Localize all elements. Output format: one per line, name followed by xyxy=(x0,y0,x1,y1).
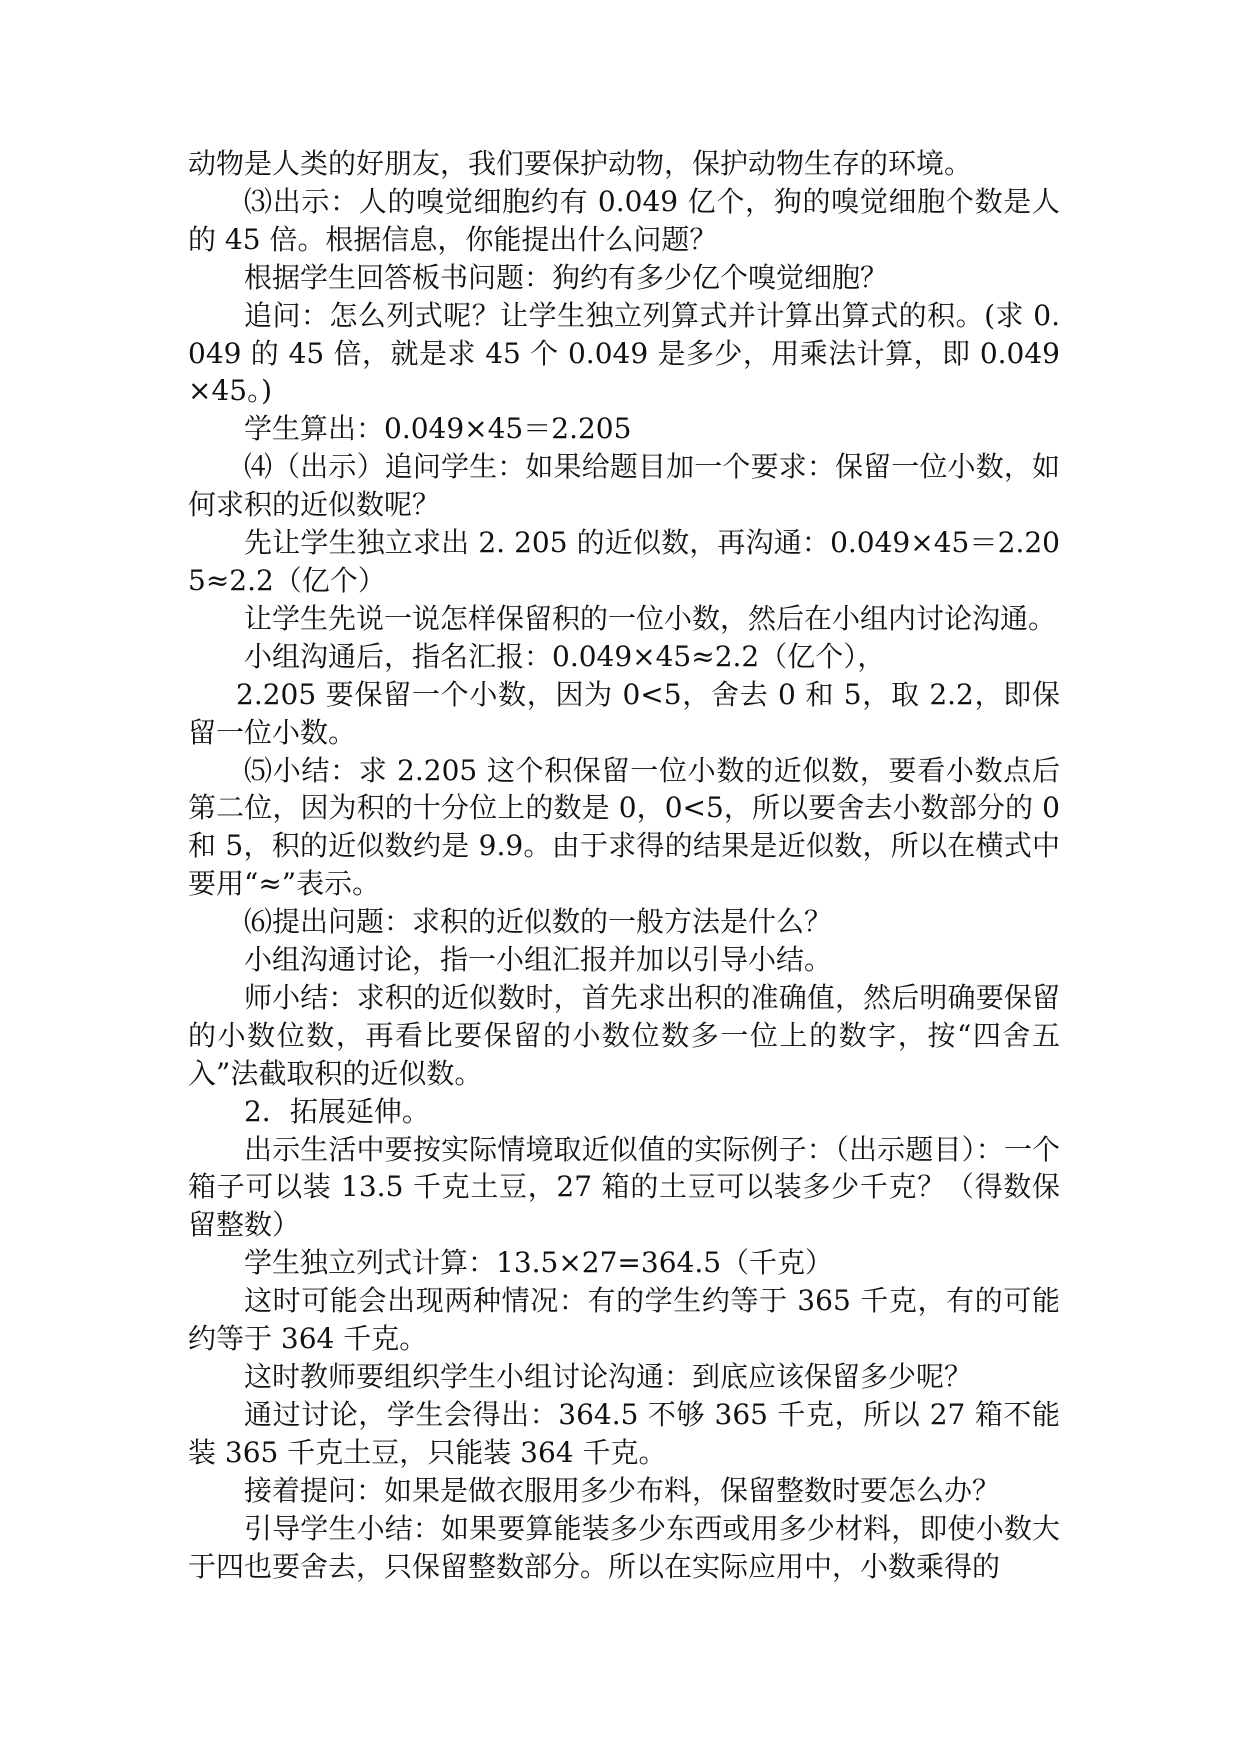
paragraph-20: 通过讨论，学生会得出：364.5 不够 365 千克，所以 27 箱不能装 365 千克土豆，只能装 364 千克。 xyxy=(188,1397,1060,1469)
paragraph-13: 小组沟通讨论，指一小组汇报并加以引导小结。 xyxy=(244,943,833,977)
paragraph-19: 这时教师要组织学生小组讨论沟通：到底应该保留多少呢？ xyxy=(244,1360,973,1393)
paragraph-14: 师小结：求积的近似数时，首先求出积的准确值，然后明确要保留的小数位数，再看比要保留的小数位数多一位上的数字，按“四舍五入”法截取积的近似数。 xyxy=(188,980,1060,1090)
paragraph-10: 2.205 要保留一个小数，因为 0<5，舍去 0 和 5，取 2.2，即保留一位小数。 xyxy=(188,677,1060,749)
paragraph-22: 引导学生小结：如果要算能装多少东西或用多少材料，即使小数大于四也要舍去，只保留整数部分。所以在实际应用中，小数乘得的 xyxy=(188,1511,1060,1583)
paragraph-12: ⑹提出问题：求积的近似数的一般方法是什么？ xyxy=(244,905,833,939)
paragraph-1: 动物是人类的好朋友，我们要保护动物，保护动物生存的环境。 xyxy=(188,147,973,180)
paragraph-21: 接着提问：如果是做衣服用多少布料，保留整数时要怎么办？ xyxy=(244,1473,1001,1507)
paragraph-7: 先让学生独立求出 2. 205 的近似数，再沟通：0.049×45＝2.205≈2.2（亿个） xyxy=(188,526,1060,597)
document-body xyxy=(188,145,1060,1585)
paragraph-2: ⑶出示：人的嗅觉细胞约有 0.049 亿个，狗的嗅觉细胞个数是人的 45 倍。根据信息，你能提出什么问题？ xyxy=(188,184,1060,256)
paragraph-5: 学生算出：0.049×45＝2.205 xyxy=(244,412,632,446)
paragraph-6: ⑷（出示）追问学生：如果给题目加一个要求：保留一位小数，如何求积的近似数呢？ xyxy=(188,450,1060,522)
paragraph-11: ⑸小结：求 2.205 这个积保留一位小数的近似数，要看小数点后第二位，因为积的十分位上的数是 0，0<5，所以要舍去小数部分的 0 和 5，积的近似数约是 9.9。由于求得的结果是近似数，所以在横式中要用“≈”表示。 xyxy=(188,753,1060,901)
paragraph-18: 这时可能会出现两种情况：有的学生约等于 365 千克，有的可能约等于 364 千克。 xyxy=(188,1284,1060,1356)
paragraph-16: 出示生活中要按实际情境取近似值的实际例子：（出示题目）：一个箱子可以装 13.5 千克土豆，27 箱的土豆可以装多少千克？（得数保留整数） xyxy=(188,1132,1060,1242)
paragraph-3: 根据学生回答板书问题：狗约有多少亿个嗅觉细胞？ xyxy=(244,260,889,294)
paragraph-9: 小组沟通后，指名汇报：0.049×45≈2.2（亿个）， xyxy=(244,639,886,673)
paragraph-4: 追问：怎么列式呢？让学生独立列算式并计算出算式的积。(求 0.049 的 45 倍，就是求 45 个 0.049 是多少，用乘法计算，即 0.049×45。) xyxy=(188,298,1060,408)
section-heading-2: 2．拓展延伸。 xyxy=(244,1094,430,1128)
paragraph-17: 学生独立列式计算：13.5×27=364.5（千克） xyxy=(244,1246,834,1280)
paragraph-8: 让学生先说一说怎样保留积的一位小数，然后在小组内讨论沟通。 xyxy=(244,601,1057,635)
